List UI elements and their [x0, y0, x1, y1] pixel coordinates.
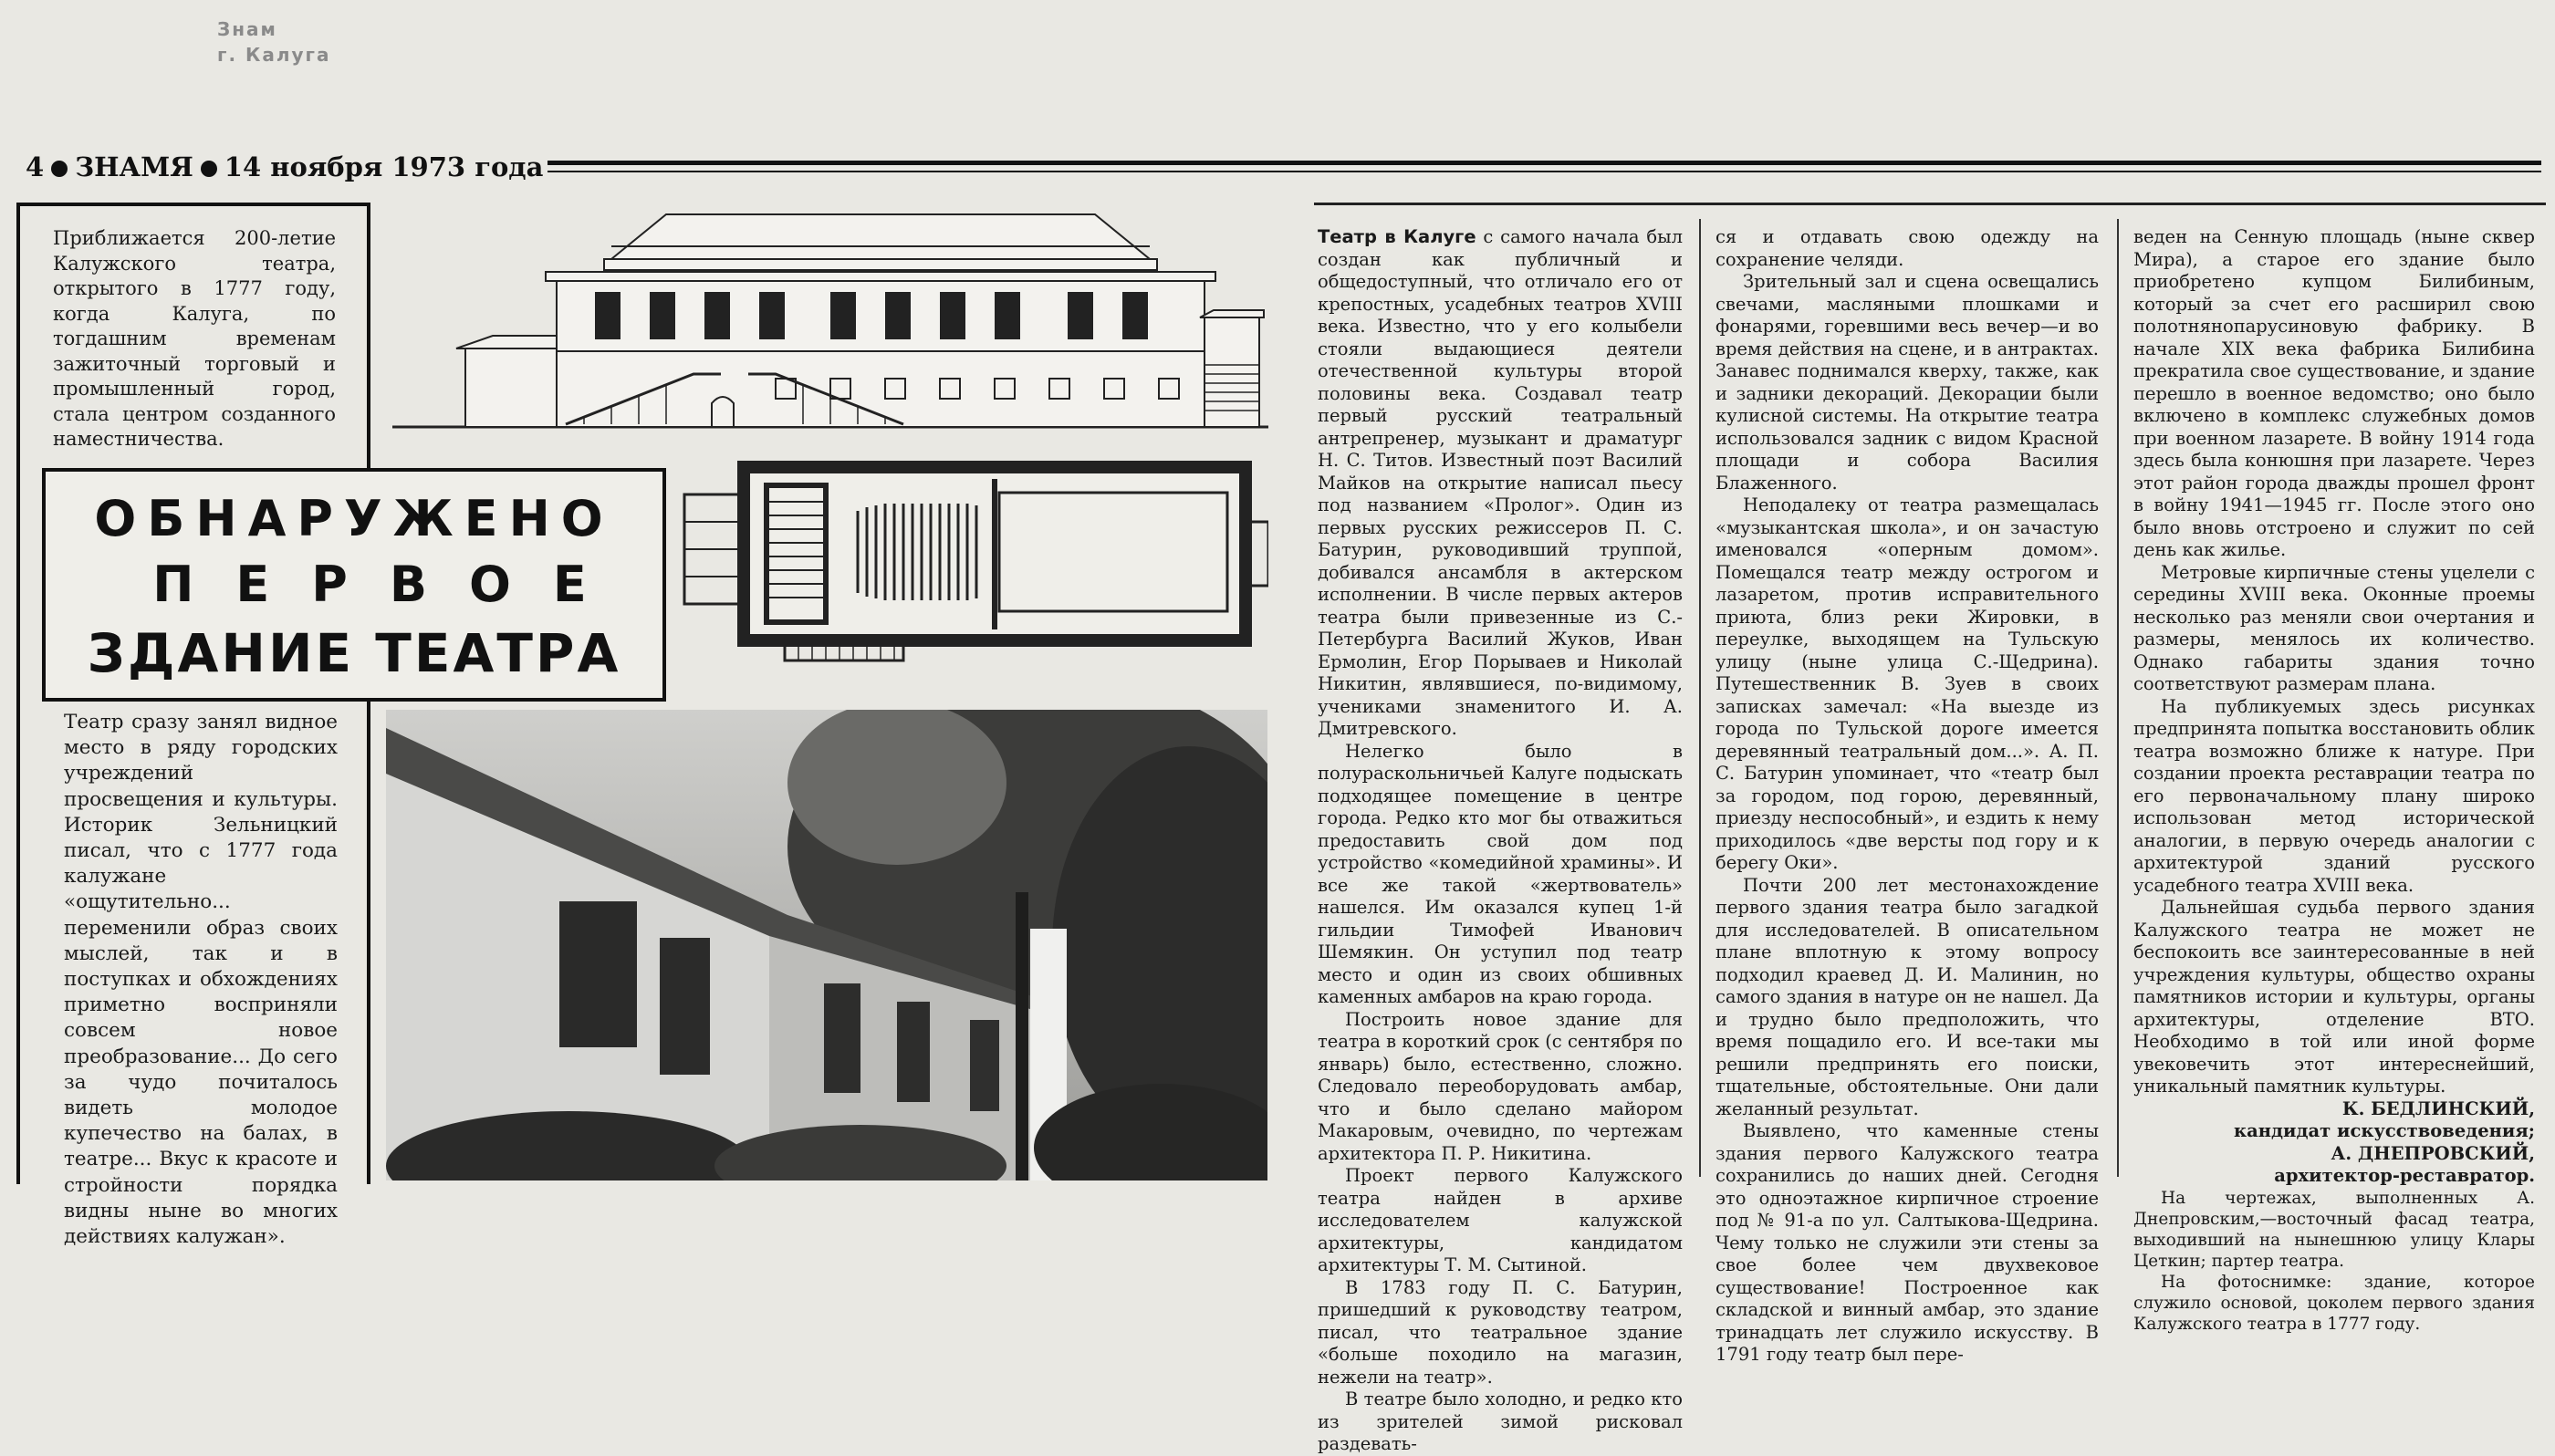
column-divider	[1699, 219, 1701, 1177]
col3-paragraph-3: Дальнейшая судьба первого здания Калужского театра не может не беспокоить все заинтересованные в ней учреждения культуры, общество охраны памятников истории и культуры, органы архитектуры, отделение ВТО. Необходимо в той или иной форме увековечить этот интереснейший, уникальный памятник культуры.	[2133, 897, 2535, 1097]
photo-caption: На фотоснимке: здание, которое служило основой, цоколем первого здания Калужского театра в 1777 году.	[2133, 1272, 2535, 1334]
author-1-title: кандидат искусствоведения;	[2234, 1120, 2535, 1141]
author-1: К. БЕДЛИНСКИЙ,	[2341, 1097, 2535, 1119]
lede-paragraph: Приближается 200-летие Калужского театра, открытого в 1777 году, когда Калуга, по тогдашним временам зажиточный торговый и промышленный город, стала центром созданного наместничества.	[53, 227, 336, 450]
masthead-rule-thin	[548, 171, 2541, 172]
col1-paragraph-6: В театре было холодно, и редко кто из зрителей зимой рисковал раздевать-	[1318, 1388, 1683, 1454]
column-1	[1318, 226, 1683, 1456]
floor-plan-drawing	[684, 467, 1268, 660]
article-top-rule	[1314, 203, 2546, 205]
col2-paragraph-1: Зрительный зал и сцена освещались свечами, масляными плошками и фонарями, горевшими весь вечер—и во время действия на сцене, и в антрактах. Занавес поднимался кверху, также, как и задники декораций. Декорации были кулисной системы. На открытие театра использовался задник с видом Красной площади и собора Василия Блаженного.	[1716, 271, 2099, 494]
bullet-icon	[201, 161, 217, 177]
col1-paragraph-1: с самого начала был создан как публичный и общедоступный, что отличало его от крепостных, усадебных театров XVIII века. Известно, что у его колыбели стояли выдающиеся деятели отечественной культуры второй половины века. Создавал театр первый русский театральный антрепренер, музыкант и драматург Н. С. Титов. Известный поэт Василий Майков на открытие написал пьесу под названием «Пролог». Один из первых русских режиссеров П. С. Батурин, руководивший труппой, добивался ансамбля в актерском исполнении. В числе первых актеров театра были привезенные из С.-Петербурга Василий Жуков, Иван Ермолин, Егор Порываев и Николай Никитин, являвшиеся, по-видимому, учениками знаменитого И. А. Дмитревского.	[1318, 226, 1683, 739]
author-2: А. ДНЕПРОВСКИЙ,	[2331, 1142, 2535, 1164]
theatre-drawings	[392, 201, 1268, 675]
page-number: 4	[26, 151, 45, 182]
masthead	[26, 151, 543, 182]
column-3	[2133, 226, 2535, 1335]
building-photo	[386, 710, 1267, 1180]
col3-paragraph-0: веден на Сенную площадь (ныне сквер Мира), а старое его здание было приобретено купцом Билибиным, который за счет его расширил свою полотнянопарусиновую фабрику. В начале XIX века фабрика Билибина прекратила свое существование, и здание перешло в военное ведомство; оно было включено в комплекс служебных домов при военном лазарете. В войну 1914 года здесь была конюшня при лазарете. Через этот район города дважды прошел фронт в войну 1941—1945 гг. После этого оно было вновь отстроено и служит по сей день как жилье.	[2133, 226, 2535, 560]
opening-words: Театр в Калуге	[1318, 226, 1476, 247]
col1-paragraph-2: Нелегко было в полураскольничьей Калуге подыскать подходящее помещение в центре города. Редко кто мог бы отважиться предоставить свой дом под устройство «комедийной храмины». И все же такой «жертвователь» нашелся. Им оказался купец 1-й гильдии Тимофей Иванович Шемякин. Он уступил под театр место и один из своих обшивных каменных амбаров на краю города.	[1318, 740, 1683, 1007]
col3-paragraph-1: Метровые кирпичные стены уцелели с середины XVIII века. Оконные проемы несколько раз меняли свои очертания и размеры, менялось их количество. Однако габариты здания точно соответствуют размерам плана.	[2133, 561, 2535, 694]
col1-paragraph-3: Построить новое здание для театра в короткий срок (с сентября по январь) было, естественно, сложно. Следовало переоборудовать амбар, что и было сделано майором Макаровым, очевидно, по чертежам архитектора П. Р. Никитина.	[1318, 1008, 1683, 1164]
archive-stamp	[217, 16, 330, 68]
stamp-line-2: г. Калуга	[217, 44, 331, 66]
column-divider	[2117, 219, 2119, 1177]
drawings-caption: На чертежах, выполненных А. Днепровским,—восточный фасад театра, выходивший на нынешнюю улицу Клары Цеткин; партер театра.	[2133, 1188, 2535, 1271]
author-2-title: архитектор-реставратор.	[2274, 1165, 2535, 1186]
col2-paragraph-0: ся и отдавать свою одежду на сохранение челяди.	[1716, 226, 2099, 270]
col1-paragraph-5: В 1783 году П. С. Батурин, пришедший к руководству театром, писал, что театральное здание «больше походило на магазин, нежели на театр».	[1318, 1276, 1683, 1388]
issue-date: 14 ноября 1973 года	[224, 151, 544, 182]
col3-paragraph-2: На публикуемых здесь рисунках предпринята попытка восстановить облик театра возможно ближе к натуре. При создании проекта реставрации театра по его первоначальному плану широко использован метод исторической аналогии, в первую очередь аналогии с архитектурой зданий русского усадебного театра XVIII века.	[2133, 695, 2535, 896]
facade-drawing	[392, 214, 1268, 427]
stamp-line-1: Знам	[217, 18, 277, 40]
bullet-icon	[51, 161, 68, 177]
headline-line-3: ЗДАНИЕ ТЕАТРА	[87, 622, 621, 684]
col2-paragraph-2: Неподалеку от театра размещалась «музыкантская школа», и он зачастую именовался «оперным домом». Помещался театр между острогом и лазаретом, против исправительного приюта, близ реки Жировки, в переулке, выходящем на Тульскую улицу (ныне улица С.-Щедрина). Путешественник В. Зуев в своих записках замечал: «На выезде из города по Тульской дороге имеется деревянный театральный дом...». А. П. С. Батурин упоминает, что «театр был за городом, под горою, деревянный, приезду неспособный», и ездить к нему приходилось «две версты под гору и к берегу Оки».	[1716, 494, 2099, 873]
left-body-text: Театр сразу занял видное место в ряду городских учреждений просвещения и культуры. Историк Зельницкий писал, что с 1777 года калужане «ощутительно... переменили образ своих мыслей, так и в поступках и обхождениях приметно восприняли совсем новое преобразование... До сего за чудо почиталось видеть молодое купечество на балах, в театре... Вкус к красоте и стройности порядка видны ныне во многих действиях калужан».	[64, 711, 338, 1249]
col2-paragraph-4: Выявлено, что каменные стены здания первого Калужского театра сохранились до наших дней. Сегодня это одноэтажное кирпичное строение под № 91-а по ул. Салтыкова-Щедрина. Чему только не служили эти стены за свое более чем двухвековое существование! Построенное как складской и винный амбар, это здание тринадцать лет служило искусству. В 1791 году театр был пере-	[1716, 1120, 2099, 1365]
newspaper-name: ЗНАМЯ	[75, 151, 193, 182]
headline-line-1: ОБНАРУЖЕНО	[94, 490, 614, 547]
column-2	[1716, 226, 2099, 1367]
col1-paragraph-4: Проект первого Калужского театра найден в архиве исследователем калужской архитектуры, кандидатом архитектуры Т. М. Сытиной.	[1318, 1165, 1683, 1275]
masthead-rule	[548, 161, 2541, 165]
headline-line-2: ПЕРВОЕ	[152, 556, 629, 613]
col2-paragraph-3: Почти 200 лет местонахождение первого здания театра было загадкой для исследователей. В описательном плане вплотную к этому вопросу подходил краевед Д. И. Малинин, но самого здания в натуре он не нашел. Да и трудно было предположить, что время пощадило его. И все-таки мы решили предпринять его поиски, тщательные, обстоятельные. Они дали желанный результат.	[1716, 874, 2099, 1119]
